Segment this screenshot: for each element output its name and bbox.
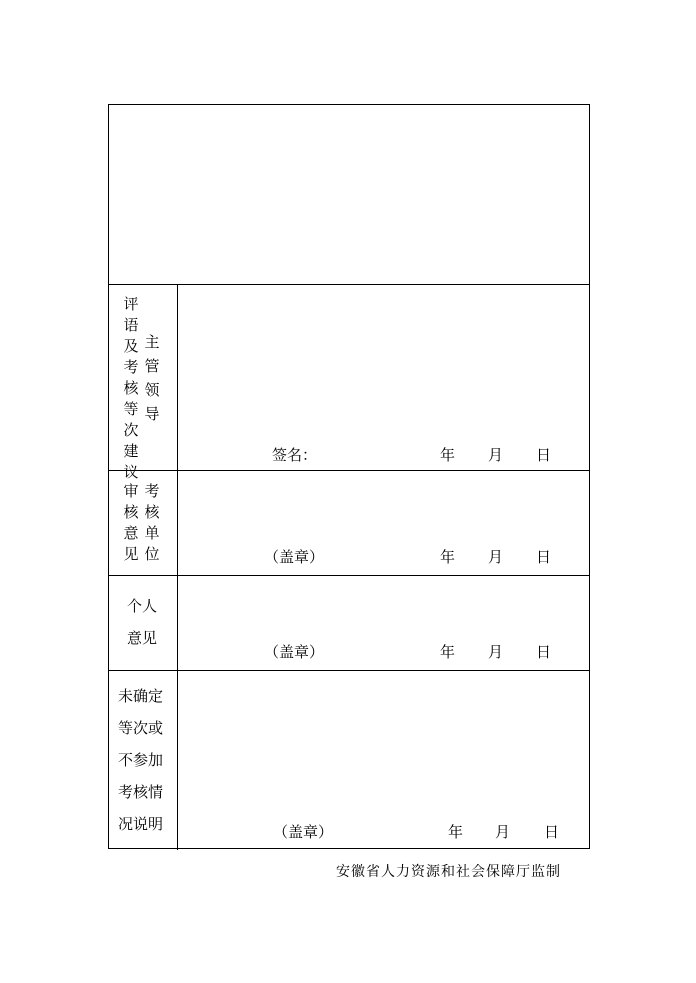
label-line-2: 等次或 xyxy=(118,719,164,737)
date-month: 月 xyxy=(488,643,504,661)
appraisal-form-table xyxy=(108,104,590,849)
date-day: 日 xyxy=(544,823,560,841)
label-line-4: 考核情 xyxy=(118,783,164,801)
date-day: 日 xyxy=(536,548,552,566)
review-opinion-row xyxy=(109,470,589,576)
column-divider xyxy=(177,285,178,471)
label-line-1: 未确定 xyxy=(118,687,164,705)
unrated-explanation-row xyxy=(109,670,589,850)
column-divider xyxy=(177,576,178,671)
signature-label: 签名： xyxy=(272,446,318,464)
date-year: 年 xyxy=(440,446,456,464)
date-month: 月 xyxy=(488,446,504,464)
label-opinion: 意见 xyxy=(127,629,158,647)
label-review-opinion: 审 核 意 见 xyxy=(123,482,139,563)
date-year: 年 xyxy=(440,548,456,566)
issuer-footer: 安徽省人力资源和社会保障厅监制 xyxy=(336,864,561,880)
column-divider xyxy=(177,471,178,576)
date-day: 日 xyxy=(536,643,552,661)
date-year: 年 xyxy=(448,823,464,841)
seal-label: （盖章） xyxy=(264,548,325,566)
date-month: 月 xyxy=(488,548,504,566)
personal-opinion-row xyxy=(109,575,589,671)
seal-label: （盖章） xyxy=(273,823,334,841)
date-month: 月 xyxy=(495,823,511,841)
leader-comment-row xyxy=(109,284,589,481)
date-day: 日 xyxy=(536,446,552,464)
column-divider xyxy=(177,671,178,850)
label-assessment-unit: 考 核 单 位 xyxy=(144,482,160,563)
seal-label: （盖章） xyxy=(264,643,325,661)
label-line-3: 不参加 xyxy=(118,751,164,769)
label-line-5: 况说明 xyxy=(118,815,164,833)
blank-content-row[interactable] xyxy=(109,104,589,284)
leader-comment-area[interactable] xyxy=(179,285,589,435)
label-comment-and-rating: 评 语 及 考 核 等 次 建 议 xyxy=(123,295,139,481)
date-year: 年 xyxy=(440,643,456,661)
label-supervisor: 主 管 领 导 xyxy=(144,333,160,423)
label-personal: 个人 xyxy=(127,597,158,615)
